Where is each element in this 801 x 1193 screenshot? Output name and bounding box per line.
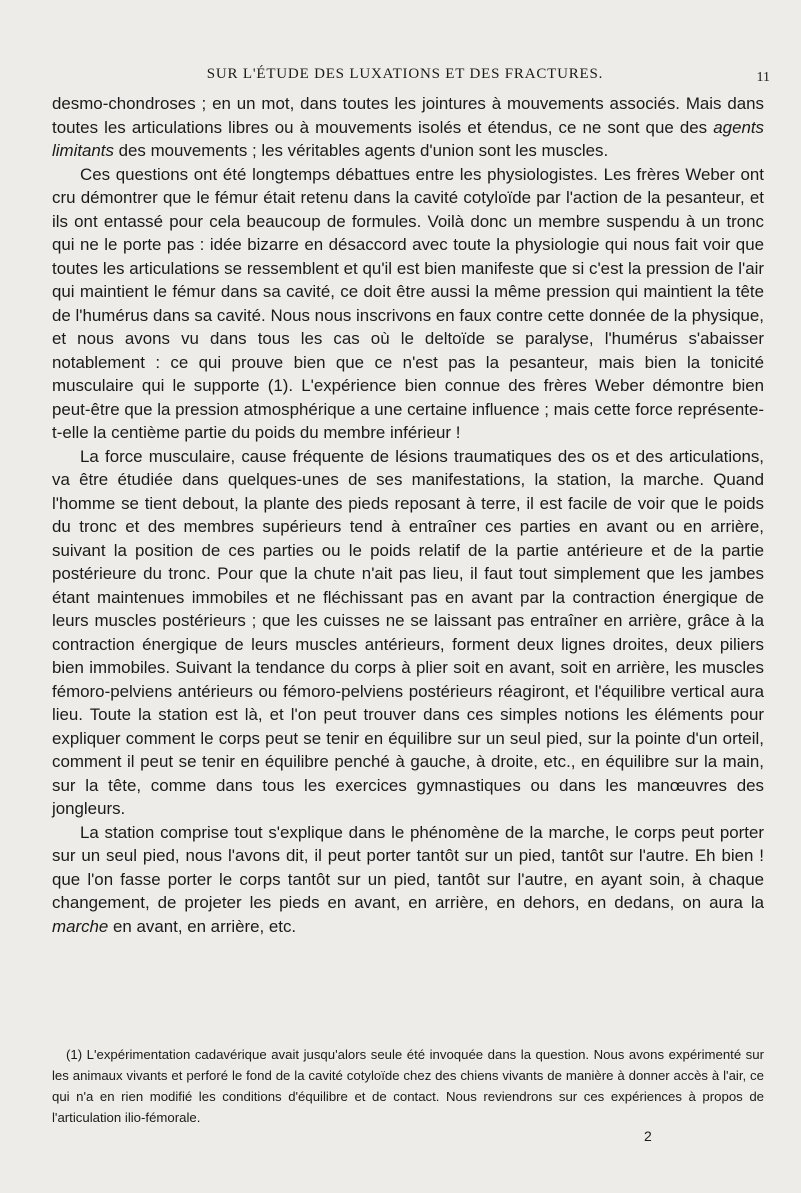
body-text [52,92,764,938]
paragraph-2-text-a: Ces questions ont été longtemps débattues entre les physiologistes. Les frères Weber ont cru démontrer que le fémur était retenu dans la cavité cotyloïde par l'action de la pesanteur, et ils ont entassé pour cela beaucoup de formules. Voilà donc un membre suspendu à un tronc qui ne le porte pas : idée bizarre en désaccord avec toute la physiologie qui nous fait voir que toutes les articulations se ressemblent et qu'il est bien manifeste que si c'est la pression de l'air qui maintient le fémur dans sa cavité, ce doit être aussi la même pression qui maintient la tête de l'humérus dans sa cavité. Nous nous inscrivons en faux contre cette donnée de la physique, et nous avons vu dans tous les cas où le deltoïde se paralyse, l'humérus s'abaisser notablement : ce qui prouve bien que ce n'est pas la pesanteur, mais bien la tonicité musculaire qui le supporte [52,164,764,395]
paragraph-1-text: desmo-chondroses ; en un mot, dans toutes les jointures à mouvements associés. Mais dans toutes les articulations libres ou à mouvements isolés et étendus, ce ne sont que des [52,94,764,137]
paragraph-1-emphasis: agents limitants [52,117,764,160]
paragraph-4-emphasis: marche [52,916,109,936]
running-head [40,64,770,86]
page-number: 11 [756,70,770,85]
footnote-marker: (1) [66,1047,83,1062]
paragraph-1-end: des mouvements ; les véritables agents d'union sont les muscles. [113,141,609,160]
paragraph-3: La force musculaire, cause fréquente de lésions traumatiques des os et des articulations, va être étudiée dans quelques-unes de ses manifestations, la station, la marche. Quand l'homme se tient debout, la plante des pieds reposant à terre, il est facile de voir que le poids du tronc et des membres supérieurs tend à entraîner ces parties en avant ou en arrière, suivant la position de ces parties ou le poids relatif de la partie antérieure et de la partie postérieure du tronc. Pour que la chute n'ait pas lieu, il faut tout simplement que les jambes étant maintenues immobiles et ne fléchissant pas en avant par la contraction énergique de leurs muscles postérieurs ; que les cuisses ne se laissant pas entraîner en arrière, grâce à la contraction énergique de leurs muscles antérieurs, forment deux lignes droites, deux piliers bien immobiles. Suivant la tendance du corps à plier soit en avant, soit en arrière, les muscles fémoro-pelviens antérieurs ou fémoro-pelviens postérieurs réagiront, et l'équilibre vertical aura lieu. Toute la station est là, et l'on peut trouver dans ces simples notions les éléments pour expliquer comment le corps peut se tenir en équilibre sur un seul pied, sur la pointe d'un orteil, comment il peut se tenir en équilibre penché à gauche, à droite, etc., en équilibre sur la main, sur la tête, comme dans tous les exercices gymnastiques ou dans les manœuvres des jongleurs. [52,446,764,818]
paragraph-4-text-a: La station comprise tout s'explique dans le phénomène de la marche, le corps peut porter sur un seul pied, nous l'avons dit, il peut porter tantôt sur un pied, tantôt sur l'autre. Eh bien ! que l'on fasse porter le corps tantôt sur un pied, tantôt sur l'autre, en ayant soin, à chaque changement, de projeter les pieds en avant, en arrière, en dehors, en dedans, on aura la [52,822,764,912]
footnote [52,1044,764,1128]
paragraph-2 [52,163,764,445]
running-title: SUR L'ÉTUDE DES LUXATIONS ET DES FRACTURES. [206,66,604,82]
paragraph-4 [52,821,764,939]
paragraph-2-text-b: . L'expérience bien connue des frères Weber démontre bien peut-être que la pression atmosphérique a une certaine influence ; mais cette force représente-t-elle la centième partie du poids du membre inférieur ! [52,376,764,442]
paragraph-1 [52,92,764,163]
footnote-paragraph [52,1044,764,1128]
signature-mark: 2 [644,1128,652,1144]
footnote-reference: (1) [267,376,289,395]
paragraph-4-text-b: en avant, en arrière, etc. [108,916,297,936]
footnote-text: L'expérimentation cadavérique avait jusqu'alors seule été invoquée dans la question. Nous avons expérimenté sur les animaux vivants et perforé le fond de la cavité cotyloïde chez des chiens vivants de manière à donner accès à l'air, ce qui n'a en rien modifié les conditions d'équilibre et de contact. Nous reviendrons sur ces expériences à propos de l'articulation ilio-fémorale. [52,1047,764,1125]
